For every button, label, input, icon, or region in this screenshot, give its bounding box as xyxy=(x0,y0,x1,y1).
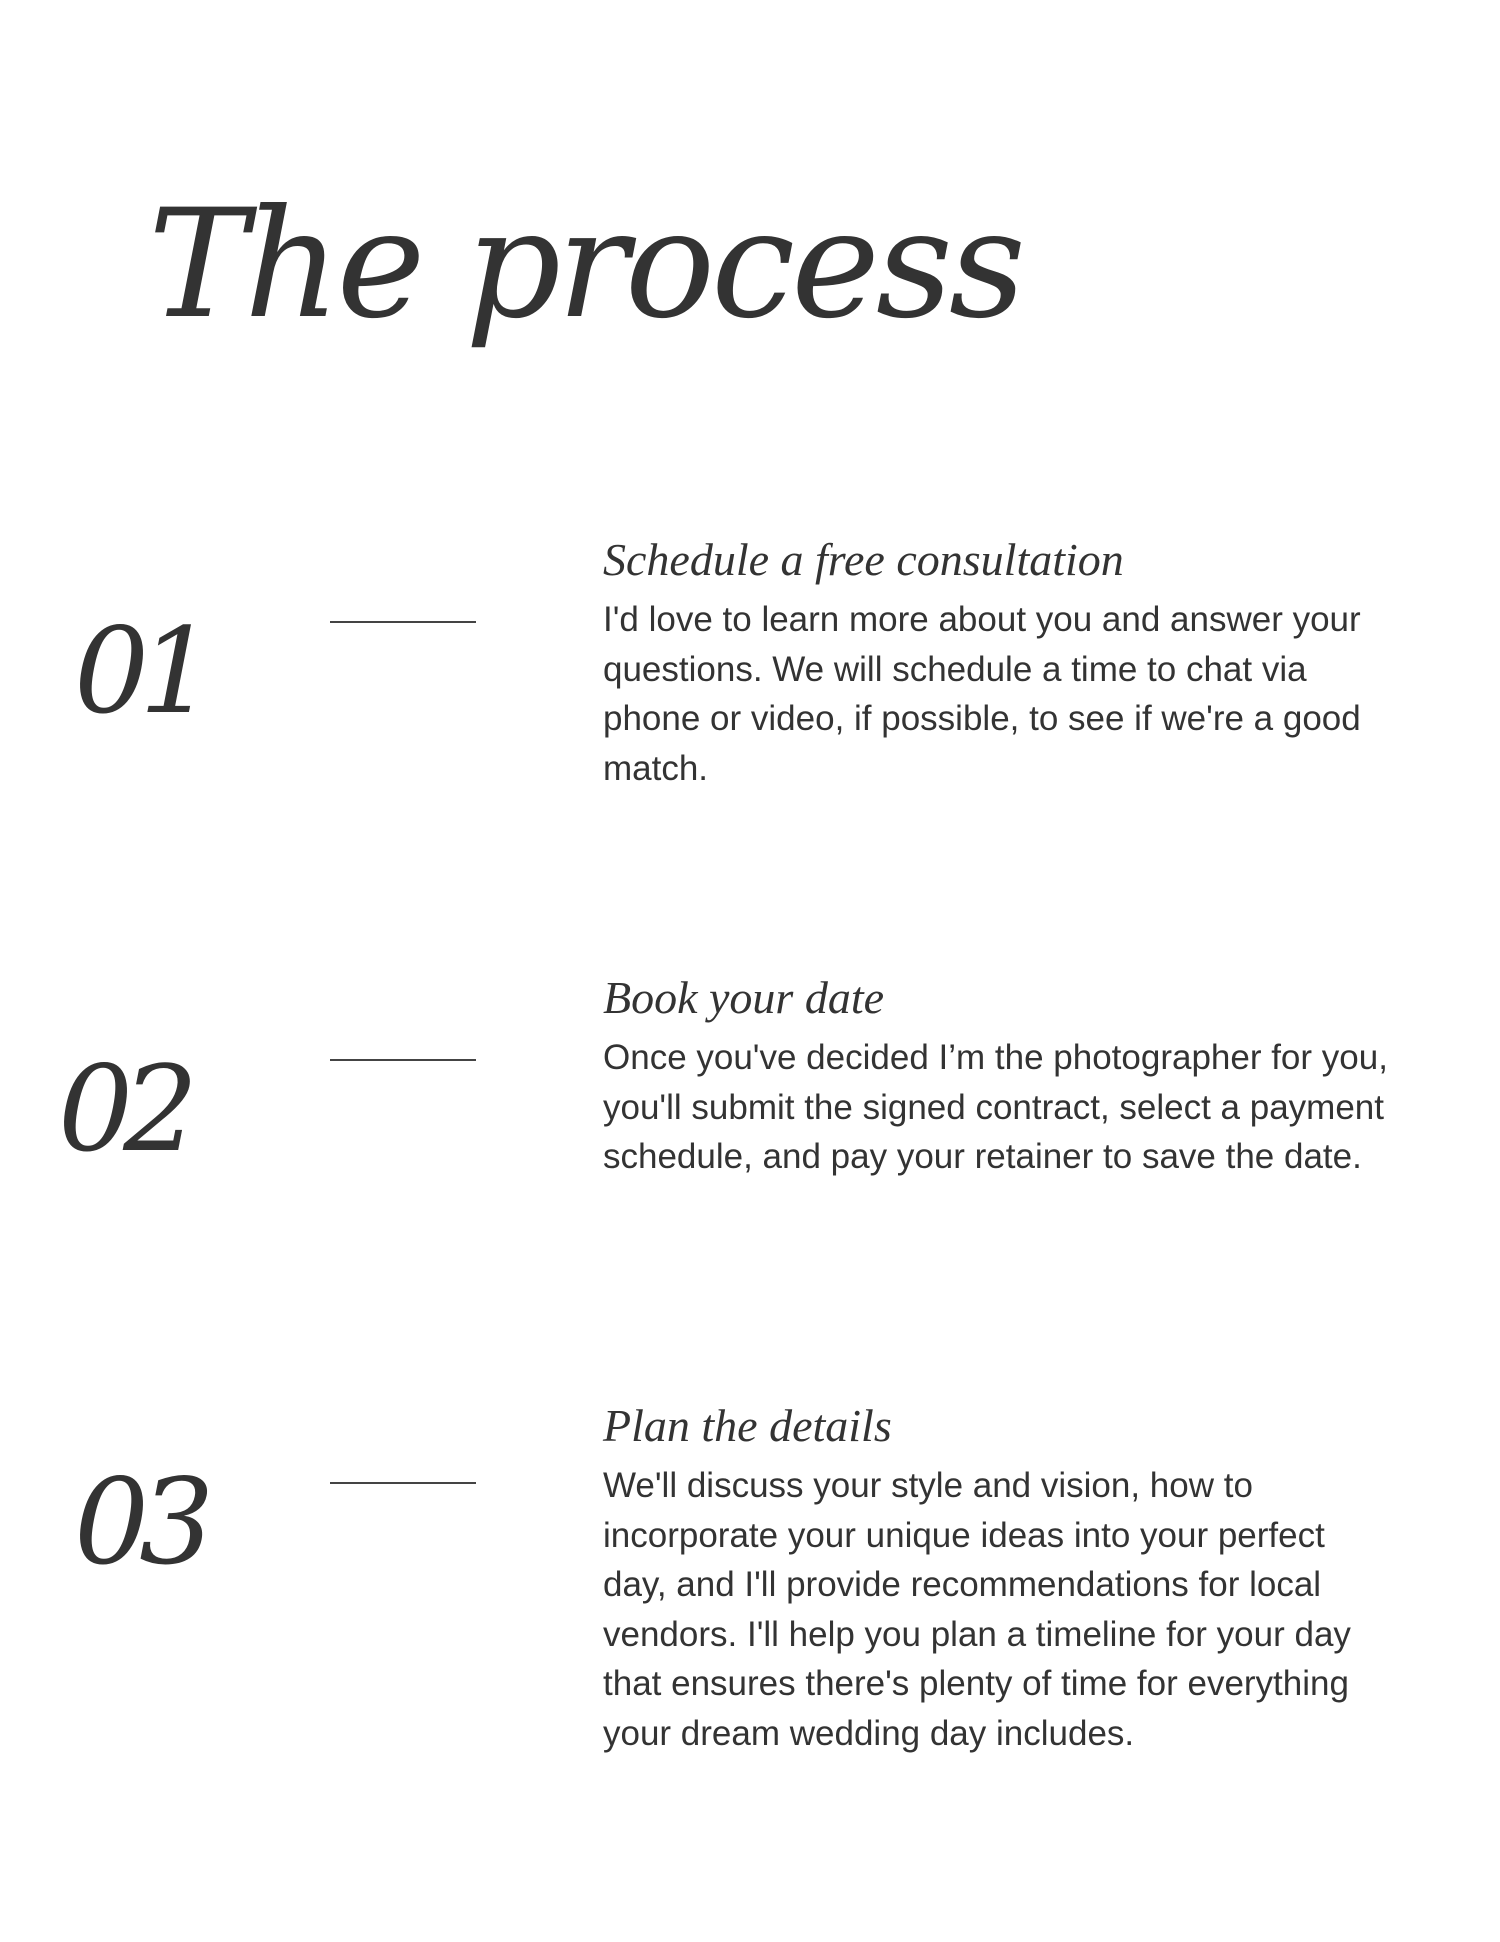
step-description: I'd love to learn more about you and answer your questions. We will schedule a time to chat via phone or video, if possible, to see if we're a good match. xyxy=(603,600,1361,788)
step-number: 02 xyxy=(58,1040,189,1178)
step-number: 01 xyxy=(74,602,205,740)
step-number: 03 xyxy=(74,1453,205,1591)
step-heading: Book your date xyxy=(603,972,885,1023)
step-divider-line xyxy=(330,1482,476,1484)
step-heading: Plan the details xyxy=(603,1400,892,1451)
step-description: Once you've decided I’m the photographer for you, you'll submit the signed contract, select a payment schedule, and pay your retainer to save the date. xyxy=(603,1038,1388,1177)
page-title: The process xyxy=(148,178,1022,352)
step-heading: Schedule a free consultation xyxy=(603,534,1124,585)
step-description: We'll discuss your style and vision, how to incorporate your unique ideas into your perfect day, and I'll provide recommendations for local vendors. I'll help you plan a timeline for your day that ensures there's plenty of time for everything your dream wedding day includes. xyxy=(603,1466,1351,1753)
step-divider-line xyxy=(330,1059,476,1061)
step-divider-line xyxy=(330,621,476,623)
